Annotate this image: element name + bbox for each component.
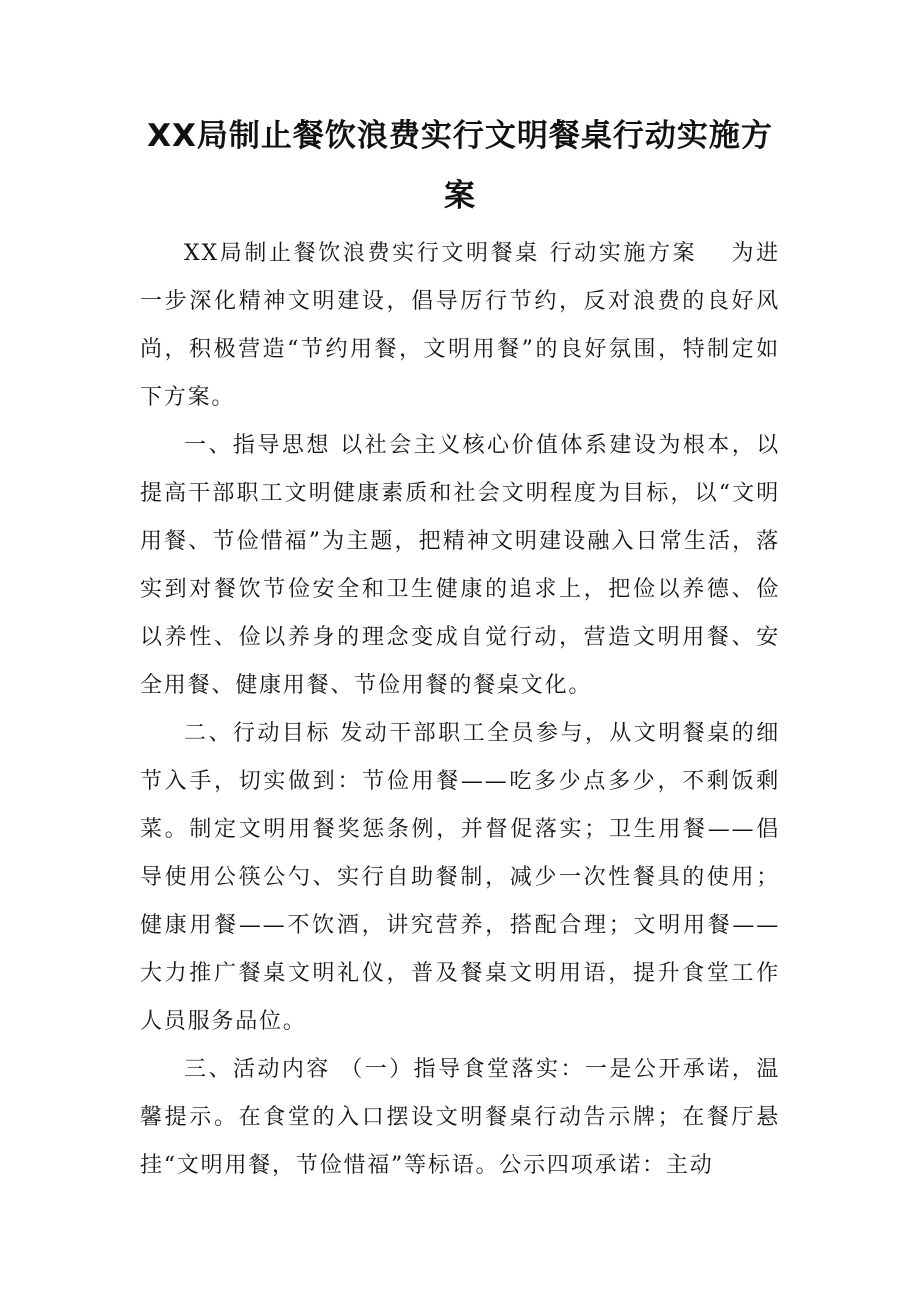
document-title: XX局制止餐饮浪费实行文明餐桌行动实施方案 <box>147 118 773 214</box>
paragraph-intro: XX局制止餐饮浪费实行文明餐桌 行动实施方案 为进一步深化精神文明建设，倡导厉行节约，反对浪费的良好风尚，积极营造“节约用餐，文明用餐”的良好氛围，特制定如下方案。 <box>140 241 780 410</box>
paragraph-guiding-ideology: 一、指导思想 以社会主义核心价值体系建设为根本，以提高干部职工文明健康素质和社会文明程度为目标，以“文明用餐、节俭惜福”为主题，把精神文明建设融入日常生活，落实到对餐饮节俭安全和卫生健康的追求上，把俭以养德、俭以养性、俭以养身的理念变成自觉行动，营造文明用餐、安全用餐、健康用餐、节俭用餐的餐桌文化。 <box>140 433 780 698</box>
paragraph-activity-content: 三、活动内容 （一）指导食堂落实：一是公开承诺，温馨提示。在食堂的入口摆设文明餐桌行动告示牌；在餐厅悬挂“文明用餐，节俭惜福”等标语。公示四项承诺：主动 <box>140 1057 780 1178</box>
document-body <box>140 230 780 1190</box>
paragraph-action-goals: 二、行动目标 发动干部职工全员参与，从文明餐桌的细节入手，切实做到：节俭用餐——吃多少点多少，不剩饭剩菜。制定文明用餐奖惩条例，并督促落实；卫生用餐——倡导使用公筷公勺、实行自助餐制，减少一次性餐具的使用；健康用餐——不饮酒，讲究营养，搭配合理；文明用餐——大力推广餐桌文明礼仪，普及餐桌文明用语，提升食堂工作人员服务品位。 <box>140 721 780 1034</box>
